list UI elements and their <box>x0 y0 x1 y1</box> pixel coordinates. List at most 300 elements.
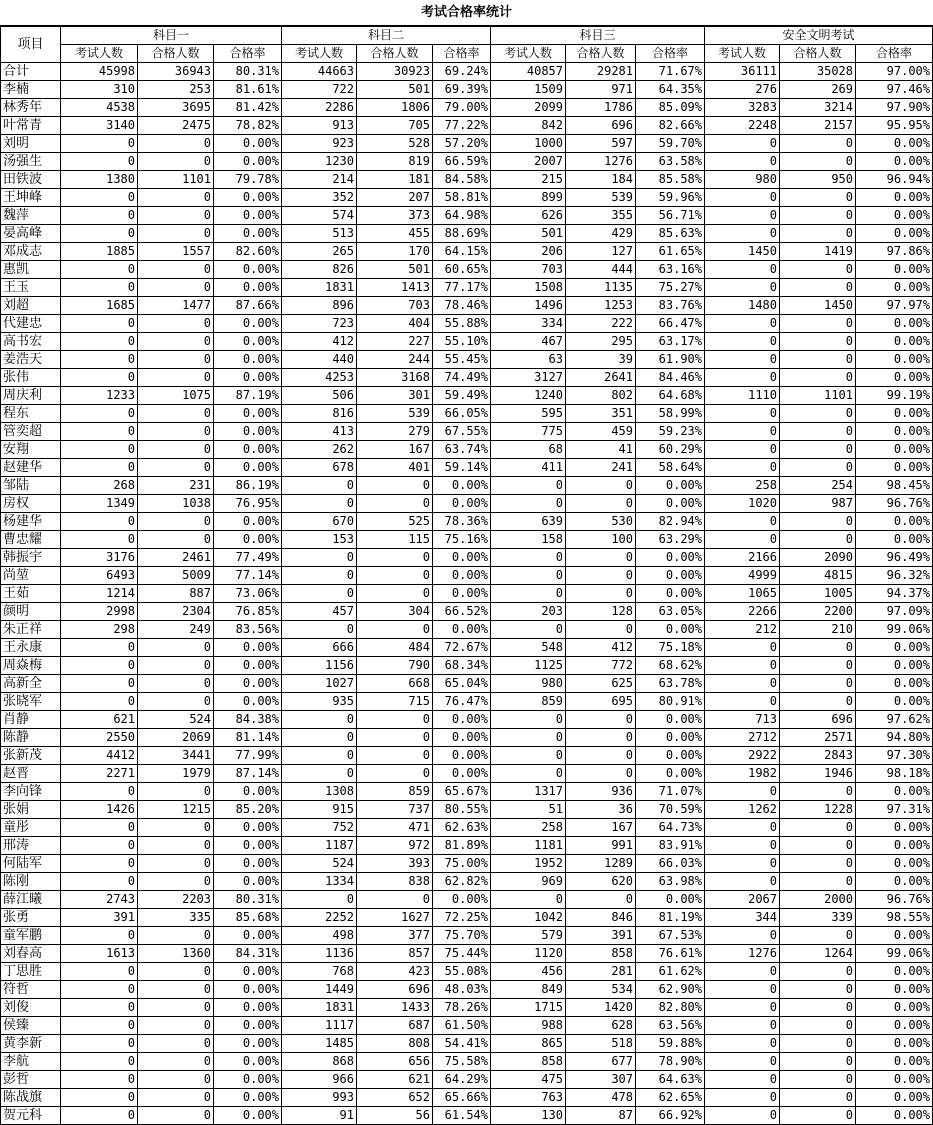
pass-rate-cell: 96.76% <box>856 495 933 513</box>
pass-count-cell: 2843 <box>780 747 856 765</box>
pass-rate-cell: 0.00% <box>214 189 282 207</box>
exam-count-cell: 678 <box>282 459 357 477</box>
table-row <box>1 567 933 585</box>
exam-count-cell: 63 <box>491 351 566 369</box>
row-label-cell: 童彤 <box>1 819 61 837</box>
pass-count-cell: 772 <box>566 657 636 675</box>
pass-rate-cell: 0.00% <box>214 225 282 243</box>
exam-count-cell: 966 <box>282 1071 357 1089</box>
pass-count-cell: 1101 <box>138 171 214 189</box>
pass-count-cell: 668 <box>357 675 433 693</box>
exam-count-cell: 214 <box>282 171 357 189</box>
pass-rate-cell: 0.00% <box>214 1017 282 1035</box>
table-row <box>1 405 933 423</box>
pass-rate-cell: 63.98% <box>636 873 705 891</box>
pass-count-cell: 1264 <box>780 945 856 963</box>
pass-count-cell: 355 <box>566 207 636 225</box>
table-row <box>1 225 933 243</box>
pass-rate-cell: 0.00% <box>214 693 282 711</box>
pass-rate-cell: 0.00% <box>856 513 933 531</box>
pass-count-cell: 1101 <box>780 387 856 405</box>
pass-count-cell: 0 <box>566 477 636 495</box>
pass-count-cell: 0 <box>138 981 214 999</box>
exam-count-cell: 4999 <box>705 567 780 585</box>
pass-count-cell: 528 <box>357 135 433 153</box>
exam-count-cell: 626 <box>491 207 566 225</box>
pass-count-cell: 3214 <box>780 99 856 117</box>
exam-count-cell: 1240 <box>491 387 566 405</box>
exam-count-cell: 412 <box>282 333 357 351</box>
pass-rate-cell: 0.00% <box>214 1089 282 1107</box>
exam-count-cell: 2252 <box>282 909 357 927</box>
pass-count-cell: 1276 <box>566 153 636 171</box>
pass-rate-cell: 0.00% <box>856 1035 933 1053</box>
pass-count-cell: 1979 <box>138 765 214 783</box>
exam-count-cell: 0 <box>282 765 357 783</box>
pass-count-cell: 222 <box>566 315 636 333</box>
pass-count-cell: 401 <box>357 459 433 477</box>
row-label-cell: 杨建华 <box>1 513 61 531</box>
pass-rate-cell: 97.09% <box>856 603 933 621</box>
table-row <box>1 747 933 765</box>
total-row <box>1 63 933 81</box>
pass-rate-cell: 0.00% <box>214 927 282 945</box>
exam-count-cell: 524 <box>282 855 357 873</box>
pass-count-cell: 36 <box>566 801 636 819</box>
pass-rate-cell: 98.45% <box>856 477 933 495</box>
pass-count-cell: 0 <box>138 657 214 675</box>
pass-count-cell: 0 <box>780 369 856 387</box>
pass-rate-cell: 0.00% <box>636 621 705 639</box>
pass-count-cell: 0 <box>138 927 214 945</box>
pass-count-cell: 0 <box>138 999 214 1017</box>
table-row <box>1 117 933 135</box>
pass-rate-cell: 0.00% <box>856 837 933 855</box>
exam-count-cell: 475 <box>491 1071 566 1089</box>
pass-rate-cell: 97.86% <box>856 243 933 261</box>
exam-count-cell: 1000 <box>491 135 566 153</box>
exam-count-cell: 0 <box>61 459 138 477</box>
exam-count-cell: 913 <box>282 117 357 135</box>
pass-rate-cell: 82.60% <box>214 243 282 261</box>
table-row <box>1 189 933 207</box>
pass-rate-cell: 0.00% <box>856 675 933 693</box>
pass-rate-cell: 0.00% <box>856 819 933 837</box>
pass-count-cell: 625 <box>566 675 636 693</box>
pass-rate-cell: 0.00% <box>214 639 282 657</box>
row-label-cell: 韩振宇 <box>1 549 61 567</box>
pass-count-cell: 2000 <box>780 891 856 909</box>
exam-count-cell: 1831 <box>282 279 357 297</box>
exam-count-cell: 0 <box>705 819 780 837</box>
exam-count-cell: 0 <box>705 1017 780 1035</box>
row-label-cell: 周焱梅 <box>1 657 61 675</box>
exam-count-cell: 935 <box>282 693 357 711</box>
exam-count-cell: 1508 <box>491 279 566 297</box>
pass-rate-cell: 84.58% <box>433 171 491 189</box>
exam-count-cell: 0 <box>491 747 566 765</box>
pass-count-cell: 2304 <box>138 603 214 621</box>
exam-count-cell: 0 <box>282 621 357 639</box>
row-label-cell: 张伟 <box>1 369 61 387</box>
exam-count-cell: 0 <box>61 531 138 549</box>
exam-count-cell: 0 <box>61 333 138 351</box>
table-row <box>1 459 933 477</box>
pass-count-cell: 0 <box>138 513 214 531</box>
pass-count-cell: 0 <box>780 207 856 225</box>
pass-rate-cell: 68.62% <box>636 657 705 675</box>
pass-rate-cell: 0.00% <box>856 657 933 675</box>
pass-rate-cell: 55.45% <box>433 351 491 369</box>
row-label-cell: 田铁波 <box>1 171 61 189</box>
exam-count-cell: 0 <box>705 675 780 693</box>
table-row <box>1 243 933 261</box>
pass-count-cell: 455 <box>357 225 433 243</box>
row-label-cell: 邹陆 <box>1 477 61 495</box>
pass-count-cell: 1413 <box>357 279 433 297</box>
pass-count-cell: 0 <box>138 639 214 657</box>
pass-count-cell: 972 <box>357 837 433 855</box>
pass-rate-cell: 0.00% <box>856 873 933 891</box>
exam-count-cell: 0 <box>491 495 566 513</box>
pass-count-cell: 0 <box>138 459 214 477</box>
pass-count-cell: 2203 <box>138 891 214 909</box>
row-label-cell: 张新茂 <box>1 747 61 765</box>
pass-rate-cell: 82.66% <box>636 117 705 135</box>
pass-rate-cell: 0.00% <box>636 495 705 513</box>
table-row <box>1 855 933 873</box>
table-row <box>1 495 933 513</box>
pass-count-cell: 35028 <box>780 63 856 81</box>
pass-rate-cell: 59.88% <box>636 1035 705 1053</box>
row-label-cell: 邓成志 <box>1 243 61 261</box>
pass-rate-cell: 0.00% <box>214 1053 282 1071</box>
exam-count-cell: 0 <box>61 207 138 225</box>
pass-rate-cell: 88.69% <box>433 225 491 243</box>
exam-count-cell: 2286 <box>282 99 357 117</box>
pass-count-cell: 0 <box>138 693 214 711</box>
pass-rate-cell: 81.14% <box>214 729 282 747</box>
pass-count-cell: 304 <box>357 603 433 621</box>
pass-rate-cell: 75.44% <box>433 945 491 963</box>
exam-count-cell: 310 <box>61 81 138 99</box>
row-label-cell: 陈刚 <box>1 873 61 891</box>
row-label-cell: 张娟 <box>1 801 61 819</box>
pass-rate-cell: 0.00% <box>214 315 282 333</box>
exam-count-cell: 0 <box>61 279 138 297</box>
pass-count-cell: 0 <box>138 207 214 225</box>
row-label-cell: 刘超 <box>1 297 61 315</box>
pass-count-cell: 0 <box>780 333 856 351</box>
row-label-cell: 侯臻 <box>1 1017 61 1035</box>
table-row <box>1 81 933 99</box>
pass-rate-cell: 66.92% <box>636 1107 705 1125</box>
pass-rate-cell: 0.00% <box>856 531 933 549</box>
table-row <box>1 1107 933 1125</box>
pass-count-cell: 2571 <box>780 729 856 747</box>
pass-rate-cell: 80.91% <box>636 693 705 711</box>
table-row <box>1 945 933 963</box>
exam-count-cell: 2266 <box>705 603 780 621</box>
exam-count-cell: 0 <box>61 1017 138 1035</box>
exam-count-cell: 1181 <box>491 837 566 855</box>
exam-count-cell: 1233 <box>61 387 138 405</box>
exam-count-cell: 0 <box>705 369 780 387</box>
group-header-subject-2: 科目二 <box>282 27 491 45</box>
exam-count-cell: 2248 <box>705 117 780 135</box>
table-row <box>1 135 933 153</box>
pass-count-cell: 0 <box>780 927 856 945</box>
pass-rate-cell: 0.00% <box>214 819 282 837</box>
pass-count-cell: 210 <box>780 621 856 639</box>
row-label-cell: 尚堃 <box>1 567 61 585</box>
pass-rate-cell: 70.59% <box>636 801 705 819</box>
pass-rate-cell: 64.73% <box>636 819 705 837</box>
exam-count-cell: 899 <box>491 189 566 207</box>
pass-count-cell: 518 <box>566 1035 636 1053</box>
pass-count-cell: 0 <box>780 1035 856 1053</box>
pass-rate-cell: 99.06% <box>856 945 933 963</box>
row-label-cell: 王茹 <box>1 585 61 603</box>
exam-count-cell: 0 <box>282 585 357 603</box>
pass-count-cell: 0 <box>780 873 856 891</box>
exam-count-cell: 859 <box>491 693 566 711</box>
pass-rate-cell: 0.00% <box>214 999 282 1017</box>
subcol-pass-count: 合格人数 <box>138 45 214 63</box>
row-label-cell: 邢涛 <box>1 837 61 855</box>
pass-count-cell: 0 <box>566 891 636 909</box>
exam-count-cell: 969 <box>491 873 566 891</box>
row-label-cell: 曹忠耀 <box>1 531 61 549</box>
exam-count-cell: 0 <box>705 153 780 171</box>
pass-count-cell: 819 <box>357 153 433 171</box>
pass-count-cell: 0 <box>357 549 433 567</box>
table-row <box>1 279 933 297</box>
pass-rate-cell: 57.20% <box>433 135 491 153</box>
pass-count-cell: 41 <box>566 441 636 459</box>
pass-count-cell: 0 <box>138 1017 214 1035</box>
pass-rate-cell: 0.00% <box>214 423 282 441</box>
pass-count-cell: 0 <box>780 189 856 207</box>
pass-rate-cell: 67.55% <box>433 423 491 441</box>
pass-rate-cell: 87.19% <box>214 387 282 405</box>
pass-rate-cell: 0.00% <box>214 657 282 675</box>
exam-count-cell: 0 <box>61 1071 138 1089</box>
pass-count-cell: 36943 <box>138 63 214 81</box>
pass-rate-cell: 0.00% <box>856 333 933 351</box>
pass-rate-cell: 0.00% <box>856 693 933 711</box>
pass-rate-cell: 97.46% <box>856 81 933 99</box>
row-label-cell: 管奕超 <box>1 423 61 441</box>
pass-count-cell: 207 <box>357 189 433 207</box>
pass-rate-cell: 83.91% <box>636 837 705 855</box>
pass-rate-cell: 0.00% <box>433 765 491 783</box>
exam-count-cell: 0 <box>705 1089 780 1107</box>
pass-count-cell: 0 <box>780 675 856 693</box>
pass-rate-cell: 62.63% <box>433 819 491 837</box>
pass-rate-cell: 0.00% <box>856 783 933 801</box>
pass-rate-cell: 0.00% <box>214 135 282 153</box>
exam-count-cell: 1027 <box>282 675 357 693</box>
pass-rate-cell: 0.00% <box>856 207 933 225</box>
pass-count-cell: 3695 <box>138 99 214 117</box>
exam-count-cell: 0 <box>705 207 780 225</box>
exam-count-cell: 1509 <box>491 81 566 99</box>
exam-count-cell: 1136 <box>282 945 357 963</box>
pass-rate-cell: 0.00% <box>433 585 491 603</box>
pass-count-cell: 0 <box>138 423 214 441</box>
exam-count-cell: 258 <box>491 819 566 837</box>
row-label-cell: 李航 <box>1 1053 61 1071</box>
subcol-pass-count: 合格人数 <box>566 45 636 63</box>
pass-rate-cell: 0.00% <box>856 405 933 423</box>
subcol-pass-rate: 合格率 <box>214 45 282 63</box>
pass-count-cell: 39 <box>566 351 636 369</box>
exam-count-cell: 0 <box>61 369 138 387</box>
pass-rate-cell: 0.00% <box>856 423 933 441</box>
pass-rate-cell: 0.00% <box>856 225 933 243</box>
pass-count-cell: 0 <box>780 639 856 657</box>
pass-rate-cell: 0.00% <box>856 261 933 279</box>
pass-count-cell: 0 <box>780 315 856 333</box>
exam-count-cell: 262 <box>282 441 357 459</box>
pass-rate-cell: 85.63% <box>636 225 705 243</box>
exam-count-cell: 0 <box>61 981 138 999</box>
pass-count-cell: 0 <box>780 783 856 801</box>
pass-count-cell: 100 <box>566 531 636 549</box>
table-row <box>1 207 933 225</box>
pass-count-cell: 790 <box>357 657 433 675</box>
pass-rate-cell: 56.71% <box>636 207 705 225</box>
pass-rate-cell: 0.00% <box>856 927 933 945</box>
pass-rate-table <box>0 26 933 1125</box>
row-label-cell: 张勇 <box>1 909 61 927</box>
pass-count-cell: 0 <box>138 153 214 171</box>
exam-count-cell: 0 <box>705 531 780 549</box>
table-row <box>1 1053 933 1071</box>
exam-count-cell: 0 <box>705 783 780 801</box>
pass-rate-cell: 0.00% <box>214 873 282 891</box>
pass-count-cell: 0 <box>566 747 636 765</box>
pass-count-cell: 534 <box>566 981 636 999</box>
pass-rate-cell: 61.62% <box>636 963 705 981</box>
pass-count-cell: 530 <box>566 513 636 531</box>
pass-rate-cell: 0.00% <box>214 405 282 423</box>
pass-count-cell: 184 <box>566 171 636 189</box>
table-row <box>1 153 933 171</box>
exam-count-cell: 1885 <box>61 243 138 261</box>
exam-count-cell: 826 <box>282 261 357 279</box>
pass-count-cell: 423 <box>357 963 433 981</box>
exam-count-cell: 0 <box>61 963 138 981</box>
exam-count-cell: 1426 <box>61 801 138 819</box>
pass-count-cell: 0 <box>780 513 856 531</box>
header-subcol-row <box>1 45 933 63</box>
pass-count-cell: 0 <box>138 225 214 243</box>
pass-rate-cell: 0.00% <box>636 891 705 909</box>
pass-count-cell: 857 <box>357 945 433 963</box>
pass-rate-cell: 0.00% <box>214 369 282 387</box>
pass-rate-cell: 55.10% <box>433 333 491 351</box>
exam-count-cell: 1308 <box>282 783 357 801</box>
pass-rate-cell: 0.00% <box>856 459 933 477</box>
row-label-cell: 惠凯 <box>1 261 61 279</box>
exam-count-cell: 0 <box>61 873 138 891</box>
pass-rate-cell: 75.00% <box>433 855 491 873</box>
pass-count-cell: 0 <box>780 261 856 279</box>
pass-rate-cell: 82.80% <box>636 999 705 1017</box>
exam-count-cell: 4538 <box>61 99 138 117</box>
row-label-cell: 陈战旗 <box>1 1089 61 1107</box>
pass-count-cell: 715 <box>357 693 433 711</box>
exam-count-cell: 1214 <box>61 585 138 603</box>
pass-rate-cell: 94.80% <box>856 729 933 747</box>
pass-rate-cell: 66.05% <box>433 405 491 423</box>
pass-rate-cell: 0.00% <box>856 369 933 387</box>
exam-count-cell: 0 <box>491 621 566 639</box>
exam-count-cell: 0 <box>61 1053 138 1071</box>
exam-count-cell: 1349 <box>61 495 138 513</box>
pass-rate-cell: 84.31% <box>214 945 282 963</box>
exam-count-cell: 352 <box>282 189 357 207</box>
table-row <box>1 99 933 117</box>
row-label-cell: 姜浩天 <box>1 351 61 369</box>
row-label-cell: 刘俊 <box>1 999 61 1017</box>
pass-rate-cell: 0.00% <box>214 1107 282 1125</box>
pass-count-cell: 301 <box>357 387 433 405</box>
pass-count-cell: 0 <box>357 621 433 639</box>
exam-count-cell: 0 <box>282 567 357 585</box>
exam-count-cell: 763 <box>491 1089 566 1107</box>
exam-count-cell: 411 <box>491 459 566 477</box>
pass-count-cell: 0 <box>566 765 636 783</box>
pass-count-cell: 525 <box>357 513 433 531</box>
pass-rate-cell: 86.19% <box>214 477 282 495</box>
exam-count-cell: 595 <box>491 405 566 423</box>
pass-count-cell: 377 <box>357 927 433 945</box>
pass-rate-cell: 72.67% <box>433 639 491 657</box>
pass-rate-cell: 0.00% <box>636 477 705 495</box>
exam-count-cell: 68 <box>491 441 566 459</box>
pass-rate-cell: 76.95% <box>214 495 282 513</box>
exam-count-cell: 158 <box>491 531 566 549</box>
pass-count-cell: 0 <box>566 729 636 747</box>
exam-count-cell: 130 <box>491 1107 566 1125</box>
exam-count-cell: 0 <box>705 279 780 297</box>
pass-rate-cell: 79.78% <box>214 171 282 189</box>
pass-count-cell: 0 <box>357 765 433 783</box>
pass-count-cell: 351 <box>566 405 636 423</box>
pass-count-cell: 2157 <box>780 117 856 135</box>
exam-count-cell: 0 <box>282 729 357 747</box>
exam-count-cell: 666 <box>282 639 357 657</box>
row-label-cell: 安翔 <box>1 441 61 459</box>
pass-rate-cell: 63.05% <box>636 603 705 621</box>
pass-count-cell: 621 <box>357 1071 433 1089</box>
exam-count-cell: 0 <box>491 585 566 603</box>
group-header-subject-3: 科目三 <box>491 27 705 45</box>
exam-count-cell: 36111 <box>705 63 780 81</box>
pass-rate-cell: 61.50% <box>433 1017 491 1035</box>
pass-rate-cell: 76.61% <box>636 945 705 963</box>
pass-count-cell: 838 <box>357 873 433 891</box>
pass-count-cell: 656 <box>357 1053 433 1071</box>
exam-count-cell: 752 <box>282 819 357 837</box>
pass-count-cell: 404 <box>357 315 433 333</box>
pass-count-cell: 652 <box>357 1089 433 1107</box>
pass-count-cell: 0 <box>780 279 856 297</box>
pass-rate-cell: 0.00% <box>214 963 282 981</box>
